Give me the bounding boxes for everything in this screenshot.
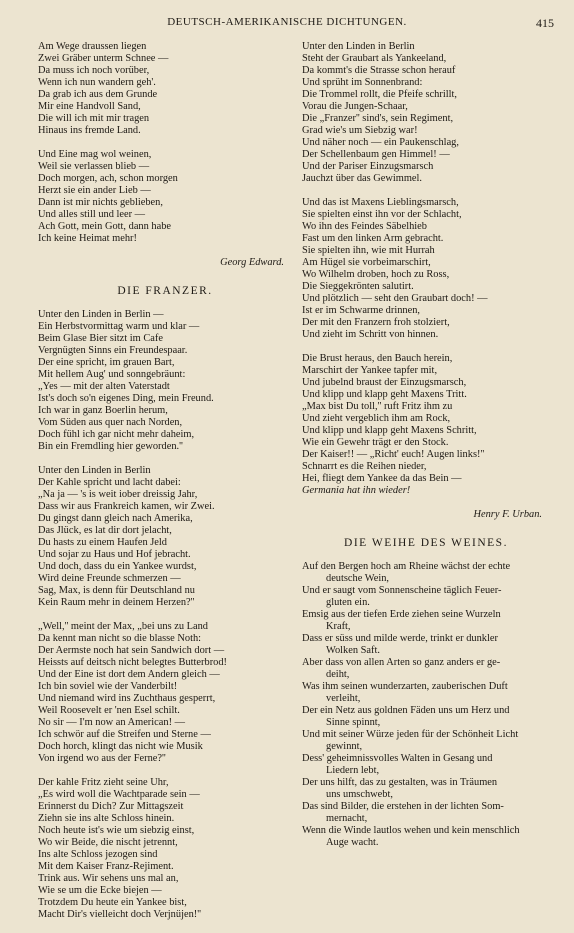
text-line: Wo ihn des Feindes Säbelhieb [302, 221, 427, 232]
verse-line [302, 729, 550, 753]
text-line: Steht der Graubart als Yankeeland, [302, 53, 447, 64]
text-line: Da muss ich noch vorüber, [38, 65, 150, 76]
text-line: Wird deine Freunde schmerzen — [38, 573, 181, 584]
text-line: Da kennt man nicht so die blasse Noth: [38, 633, 202, 644]
text-line: Und zieht im Schritt von hinnen. [302, 329, 439, 340]
text-line: Am Hügel sie vorbeimarschirt, [302, 257, 431, 268]
text-line: Wo Wilhelm droben, hoch zu Ross, [302, 269, 450, 280]
text-line: Ist's doch so'n eigenes Ding, mein Freund. [38, 393, 214, 404]
text-line: Wo wir Beide, die nischt jetrennt, [38, 837, 178, 848]
text-line: Dann ist mir nichts geblieben, [38, 197, 163, 208]
author-georg-edward: Georg Edward. [220, 257, 284, 268]
text-line: Auge wacht. [326, 837, 379, 848]
text-line: Ich schwör auf die Streifen und Sterne — [38, 729, 211, 740]
text-line: Und das ist Maxens Lieblingsmarsch, [302, 197, 459, 208]
text-line: Liedern lebt, [326, 765, 380, 776]
poem-title-die-franzer: DIE FRANZER. [117, 285, 213, 297]
text-line: Hei, fliegt dem Yankee da das Bein — [302, 473, 462, 484]
verse-line [302, 609, 550, 633]
text-line: Mit dem Kaiser Franz-Rejiment. [38, 861, 174, 872]
text-line: Emsig aus der tiefen Erde ziehen seine Wurzeln [302, 609, 501, 620]
text-line: Da grab ich aus dem Grunde [38, 89, 158, 100]
text-line: Der kahle Fritz zieht seine Uhr, [38, 777, 169, 788]
verse-line [302, 561, 550, 585]
text-line: „Max bist Du toll,'' ruft Fritz ihm zu [302, 401, 453, 412]
text-line: Hinaus ins fremde Land. [38, 125, 141, 136]
text-line: Und mit seiner Würze jeden für der Schönheit Licht [302, 729, 519, 740]
text-line: Schnarrt es die Reihen nieder, [302, 461, 427, 472]
verse-line [302, 633, 550, 657]
text-line: Und klipp und klapp geht Maxens Schritt, [302, 425, 477, 436]
left-column [38, 41, 292, 933]
text-line: Und niemand wird ins Zuchthaus gesperrt, [38, 693, 216, 704]
text-line: Und der Pariser Einzugsmarsch [302, 161, 434, 172]
text-line: Das Jlück, es lat dir dort jelacht, [38, 525, 172, 536]
text-line: No sir — I'm now an American! — [38, 717, 186, 728]
text-line: Kein Raum mehr in deinem Herzen?'' [38, 597, 195, 608]
text-line: Ich keine Heimat mehr! [38, 233, 137, 244]
text-line: Und alles still und leer — [38, 209, 146, 220]
text-line: mernacht, [326, 813, 368, 824]
text-line: Das sind Bilder, die erstehen in der lichten Som- [302, 801, 504, 812]
text-line: Vorau die Jungen-Schaar, [302, 101, 408, 112]
text-line: „Es wird woll die Wachtparade sein — [38, 789, 200, 800]
stanza [302, 197, 550, 341]
text-line: Der ein Netz aus goldnen Fäden uns um Herz und [302, 705, 510, 716]
verse-line [302, 801, 550, 825]
text-line: Ach Gott, mein Gott, dann habe [38, 221, 172, 232]
text-line: Auf den Bergen hoch am Rheine wächst der echte [302, 561, 511, 572]
page-header [0, 16, 574, 32]
text-line: Wenn ich nun wandern geh'. [38, 77, 156, 88]
text-line: Sag, Max, is denn für Deutschland nu [38, 585, 195, 596]
page-number: 415 [536, 16, 554, 30]
verse-line [302, 753, 550, 777]
stanza [302, 353, 550, 497]
text-line: Dess' geheimnissvolles Walten in Gesang und [302, 753, 493, 764]
text-line: Und zieht vergeblich ihm am Rock, [302, 413, 451, 424]
text-line: Kraft, [326, 621, 351, 632]
text-line: Dass wir aus Frankreich kamen, wir Zwei. [38, 501, 215, 512]
stanza [38, 309, 292, 453]
text-line: verleiht, [326, 693, 361, 704]
right-column [302, 41, 550, 849]
text-line: Unter den Linden in Berlin — [38, 309, 164, 320]
text-line: Die will ich mit mir tragen [38, 113, 150, 124]
text-line: deiht, [326, 669, 350, 680]
running-head: DEUTSCH-AMERIKANISCHE DICHTUNGEN. [167, 16, 407, 28]
text-line: Noch heute ist's wie um siebzig einst, [38, 825, 195, 836]
text-line: Und klipp und klapp geht Maxens Tritt. [302, 389, 467, 400]
text-line: Weil sie verlassen blieb — [38, 161, 150, 172]
text-line: Ist er im Schwarme drinnen, [302, 305, 421, 316]
text-line: Wenn die Winde lautlos wehen und kein menschlich [302, 825, 520, 836]
text-line: Trink aus. Wir sehens uns mal an, [38, 873, 179, 884]
poem-2 [38, 309, 292, 921]
text-line: Und Eine mag wol weinen, [38, 149, 152, 160]
text-line: Erinnerst du Dich? Zur Mittagszeit [38, 801, 184, 812]
verse-line [302, 825, 550, 849]
text-line: Unter den Linden in Berlin [38, 465, 151, 476]
text-line: Der Schellenbaum gen Himmel! — [302, 149, 450, 160]
text-line: Mir eine Handvoll Sand, [38, 101, 141, 112]
text-line: Vom Süden aus quer nach Norden, [38, 417, 183, 428]
text-line: Herzt sie ein ander Lieb — [38, 185, 151, 196]
text-line: Von irgend wo aus der Ferne?'' [38, 753, 166, 764]
text-line: Sie spielten einst ihn vor der Schlacht, [302, 209, 462, 220]
verse-line [302, 777, 550, 801]
text-line: Du hasts zu einem Haufen Jeld [38, 537, 167, 548]
text-line: gewinnt, [326, 741, 363, 752]
text-line: Beim Glase Bier sitzt im Cafe [38, 333, 163, 344]
text-line: Was ihm seinen wunderzarten, zauberischen Duft [302, 681, 508, 692]
text-line: Ins alte Schloss jezogen sind [38, 849, 158, 860]
text-line: Der Kahle spricht und lacht dabei: [38, 477, 181, 488]
stanza [38, 621, 292, 765]
text-line: Und sprüht im Sonnenbrand: [302, 77, 423, 88]
text-line: Sinne spinnt, [326, 717, 381, 728]
text-line: Du gingst dann gleich nach Amerika, [38, 513, 193, 524]
text-line: Doch morgen, ach, schon morgen [38, 173, 178, 184]
text-line: Bin ein Fremdling hier geworden.'' [38, 441, 183, 452]
text-line: Trotzdem Du heute ein Yankee bist, [38, 897, 187, 908]
stanza [38, 777, 292, 921]
text-line: Wolken Saft. [326, 645, 380, 656]
text-line: Und sojar zu Haus und Hof jebracht. [38, 549, 191, 560]
text-line: Fast um den linken Arm gebracht. [302, 233, 444, 244]
text-line: Und plötzlich — seht den Graubart doch! — [302, 293, 488, 304]
text-line: Sie spielten ihn, wie mit Hurrah [302, 245, 435, 256]
text-line: Germania hat ihn wieder! [302, 485, 411, 496]
stanza [302, 41, 550, 185]
text-line: deutsche Wein, [326, 573, 390, 584]
text-line: Macht Dir's vielleicht doch Verjnüjen!'' [38, 909, 201, 920]
text-line: Wie se um die Ecke biejen — [38, 885, 162, 896]
text-line: Aber dass von allen Arten so ganz anders er ge- [302, 657, 501, 668]
stanza [38, 465, 292, 609]
text-line: Und näher noch — ein Paukenschlag, [302, 137, 459, 148]
text-line: Unter den Linden in Berlin [302, 41, 415, 52]
text-line: Heissts auf deitsch nicht belegtes Butterbrod! [38, 657, 228, 668]
text-line: Grad wie's um Siebzig war! [302, 125, 418, 136]
text-line: Jauchzt über das Gewimmel. [302, 173, 423, 184]
text-line: Der eine spricht, im grauen Bart, [38, 357, 175, 368]
text-line: Und jubelnd braust der Einzugsmarsch, [302, 377, 467, 388]
text-line: Und der Eine ist dort dem Andern gleich — [38, 669, 220, 680]
text-line: Da kommt's die Strasse schon herauf [302, 65, 456, 76]
verse-line [302, 585, 550, 609]
author-henry-urban: Henry F. Urban. [473, 509, 542, 520]
text-line: Der Kaiser!! — „Richt' euch! Augen links!'' [302, 449, 485, 460]
text-line: Die Trommel rollt, die Pfeife schrillt, [302, 89, 457, 100]
text-line: Ich war in ganz Boerlin herum, [38, 405, 168, 416]
text-line: Weil Roosevelt er 'nen Esel schilt. [38, 705, 180, 716]
verse-line [302, 705, 550, 729]
text-line: uns umschwebt, [326, 789, 393, 800]
text-line: Und er saugt vom Sonnenscheine täglich Feuer- [302, 585, 502, 596]
text-line: Der Aermste noch hat sein Sandwich dort — [38, 645, 225, 656]
text-line: gluten ein. [326, 597, 370, 608]
poem-3 [302, 561, 550, 849]
text-line: Ziehn sie ins alte Schloss hinein. [38, 813, 175, 824]
text-line: Die Brust heraus, den Bauch herein, [302, 353, 453, 364]
text-line: Doch fühl ich gar nicht mehr daheim, [38, 429, 195, 440]
verse-line [302, 681, 550, 705]
text-line: Ich bin soviel wie der Vanderbilt! [38, 681, 178, 692]
poem-title-weihe-des-weines: DIE WEIHE DES WEINES. [344, 537, 508, 549]
text-line: Und doch, dass du ein Yankee wurdst, [38, 561, 197, 572]
stanza [38, 41, 292, 137]
text-line: Ein Herbstvormittag warm und klar — [38, 321, 200, 332]
poem-1 [38, 41, 292, 245]
verse-line [302, 657, 550, 681]
text-line: Der mit den Franzern froh stolziert, [302, 317, 450, 328]
text-line: Mit hellem Aug' und sonngebräunt: [38, 369, 186, 380]
text-line: Die „Franzer'' sind's, sein Regiment, [302, 113, 454, 124]
text-line: Die Sieggekrönten salutirt. [302, 281, 414, 292]
text-line: „Na ja — 's is weit iober dreissig Jahr, [38, 489, 198, 500]
text-line: Doch horch, klingt das nicht wie Musik [38, 741, 203, 752]
text-line: Vergnügten Sinns ein Freundespaar. [38, 345, 188, 356]
text-line: Zwei Gräber unterm Schnee — [38, 53, 169, 64]
text-line: Am Wege draussen liegen [38, 41, 147, 52]
text-line: Dass er süss und milde werde, trinkt er dunkler [302, 633, 498, 644]
text-line: Wie ein Gewehr trägt er den Stock. [302, 437, 449, 448]
text-line: Marschirt der Yankee tapfer mit, [302, 365, 438, 376]
text-line: „Well,'' meint der Max, „bei uns zu Land [38, 621, 208, 632]
text-line: Der uns hilft, das zu gestalten, was in Träumen [302, 777, 498, 788]
text-line: „Yes — mit der alten Vaterstadt [38, 381, 170, 392]
poem-2-continued [302, 41, 550, 497]
stanza [38, 149, 292, 245]
